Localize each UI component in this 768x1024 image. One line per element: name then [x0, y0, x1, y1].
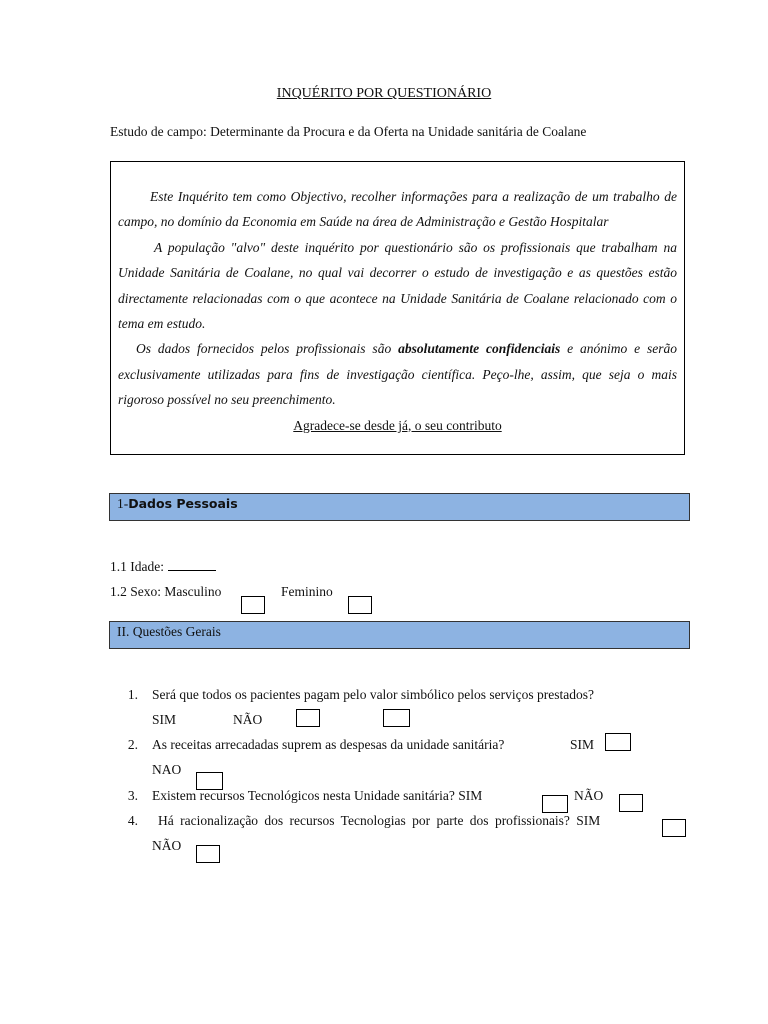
question-1-no-checkbox[interactable] — [383, 709, 410, 727]
question-3-no-label: NÃO — [574, 788, 604, 803]
female-checkbox[interactable] — [348, 596, 372, 614]
intro-box — [110, 161, 685, 455]
question-1-yes-checkbox[interactable] — [296, 709, 320, 727]
age-row — [110, 559, 216, 575]
section-general-questions-header — [109, 621, 690, 649]
question-2-yes-checkbox[interactable] — [605, 733, 631, 751]
question-1-no-label: NÃO — [233, 712, 263, 727]
question-4-yes-checkbox[interactable] — [662, 819, 686, 837]
sex-female-label: Feminino — [281, 584, 333, 599]
question-1-yes-label: SIM — [152, 712, 177, 727]
question-2-no-label: NAO — [152, 762, 182, 777]
question-number: 2. — [127, 737, 138, 752]
intro-paragraph-confidentiality — [118, 336, 677, 412]
question-3-text: Existem recursos Tecnológicos nesta Unidade sanitária? SIM — [152, 788, 483, 803]
document-title: INQUÉRITO POR QUESTIONÁRIO — [276, 86, 492, 101]
question-number: 3. — [127, 788, 138, 803]
section-title: II. Questões Gerais — [117, 624, 221, 639]
question-3-no-checkbox[interactable] — [619, 794, 643, 812]
confidentiality-text-end: e anónimo e serão exclusivamente utilizadas para fins de investigação científica. Peço-lhe, assim, que seja o mais rigoroso possível no seu preenchimento. — [118, 341, 677, 408]
question-2-yes-label: SIM — [570, 737, 595, 752]
question-2-text: As receitas arrecadadas suprem as despesas da unidade sanitária? — [152, 737, 505, 752]
section-title: Dados Pessoais — [128, 496, 238, 511]
document-subtitle: Estudo de campo: Determinante da Procura e da Oferta na Unidade sanitária de Coalane — [110, 124, 587, 139]
question-3-yes-checkbox[interactable] — [542, 795, 568, 813]
age-label: 1.1 Idade: — [110, 559, 164, 574]
confidentiality-text-start: Os dados fornecidos pelos profissionais são — [136, 341, 399, 357]
age-input-line[interactable] — [168, 560, 216, 571]
intro-paragraph-population: A população "alvo" deste inquérito por questionário são os profissionais que trabalham na Unidade Sanitária de Coalane, no qual vai decorrer o estudo de investigação e as questões estão directamente relacionadas com o que acontece na Unidade Sanitária de Coalane relacionado com o tema em estudo. — [118, 239, 677, 332]
question-number: 1. — [127, 687, 138, 702]
confidentiality-emphasis: absolutamente confidenciais — [398, 341, 561, 357]
male-checkbox[interactable] — [241, 596, 265, 614]
question-4-no-checkbox[interactable] — [196, 845, 220, 863]
question-4-no-label: NÃO — [152, 838, 182, 853]
question-1-text: Será que todos os pacientes pagam pelo valor simbólico pelos serviços prestados? — [152, 687, 595, 702]
intro-text — [118, 184, 677, 438]
intro-paragraph-objective: Este Inquérito tem como Objectivo, recolher informações para a realização de um trabalho de campo, no domínio da Economia em Saúde na área de Administração e Gestão Hospitalar — [118, 189, 677, 230]
sex-male-label: 1.2 Sexo: Masculino — [110, 584, 222, 599]
question-4-text: Há racionalização dos recursos Tecnologias por parte dos profissionais? SIM — [158, 813, 601, 828]
thanks-line: Agradece-se desde já, o seu contributo — [293, 417, 502, 433]
section-personal-data-header — [109, 493, 690, 521]
section-number: 1- — [117, 496, 129, 511]
question-number: 4. — [127, 813, 138, 828]
